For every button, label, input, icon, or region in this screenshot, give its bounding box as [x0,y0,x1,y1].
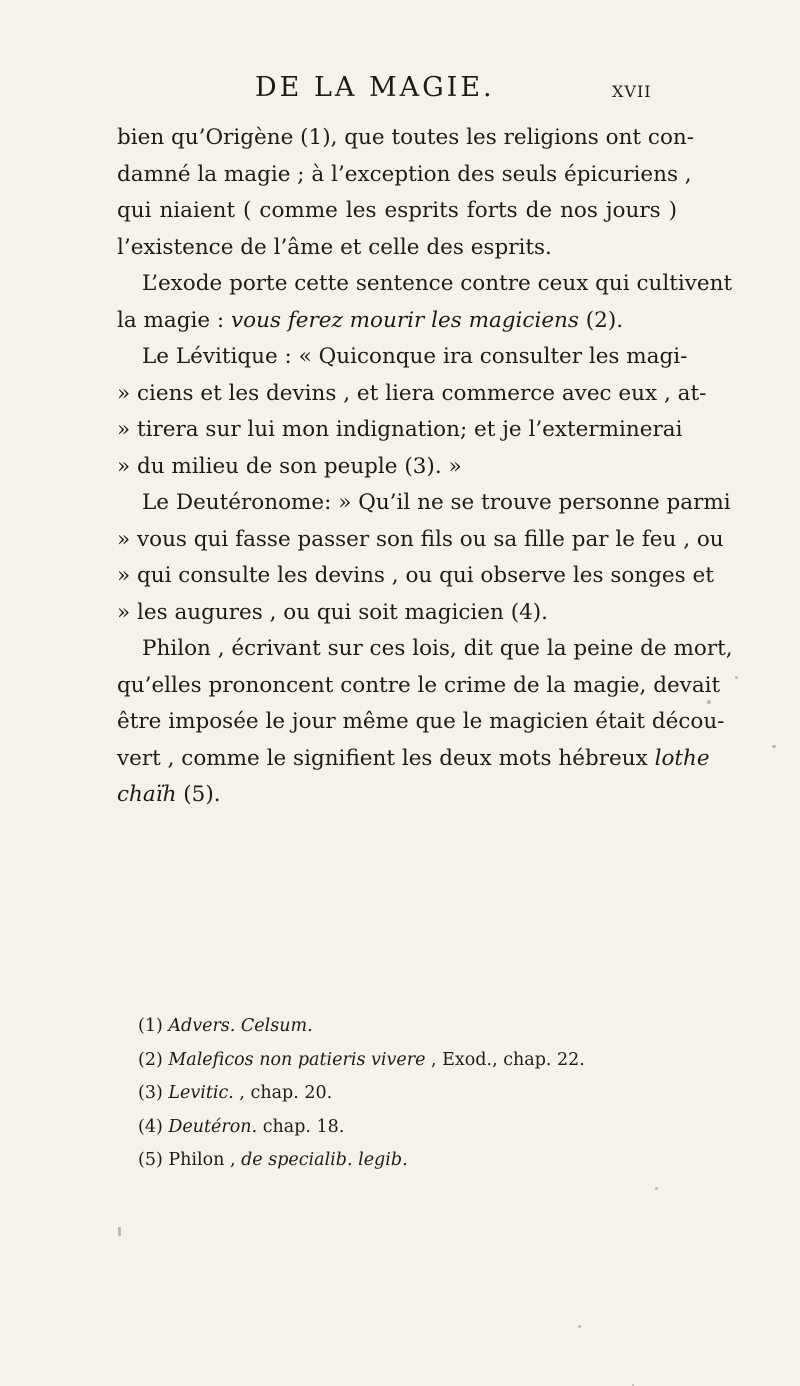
running-title: DE LA MAGIE. [255,72,495,103]
text-line: bien qu’Origène (1), que toutes les religions ont con- [117,125,694,150]
footnote-mark: (2) [138,1049,169,1070]
paragraph-4 [117,485,731,631]
footnote-mark: (5) Philon , [138,1150,242,1170]
footnote-text: chap. 18. [257,1116,345,1137]
footnote-mark: (3) [138,1083,169,1103]
text-run: (5). [176,782,221,807]
footnote-italic: de specialib. legib. [241,1150,408,1170]
footnote-mark: (4) [138,1116,169,1137]
body-text [117,120,733,814]
footnote-italic: Levitic. [168,1083,234,1103]
paragraph-5 [117,631,733,814]
text-line: L’exode porte cette sentence contre ceux qui cultivent [142,271,733,296]
text-line: qu’elles prononcent contre le crime de la magie, devait [117,672,721,698]
text-line: » du milieu de son peuple (3). » [117,453,462,479]
footnote-5 [138,1144,678,1178]
text-line: » qui consulte les devins , ou qui observe les songes et [117,563,714,588]
footnotes [138,1010,678,1178]
footnote-2 [138,1044,678,1078]
italic-run: chaïh [117,782,177,807]
italic-run: lothe [654,745,710,771]
paragraph-2 [117,266,733,339]
text-line: l’existence de l’âme et celle des esprits. [117,234,552,260]
paper-speck [578,1325,581,1328]
italic-run: vous ferez mourir les magiciens [231,307,579,333]
text-run: vert , comme le signifient les deux mots hébreux [117,745,655,771]
footnote-text: , Exod., chap. 22. [425,1049,585,1070]
paper-speck [772,745,776,748]
text-line [117,303,677,340]
text-line: être imposée le jour même que le magicien était décou- [117,709,725,734]
paper-speck [735,676,738,679]
footnote-mark: (1) [138,1016,169,1036]
text-line: » tirera sur lui mon indignation; et je l’exterminerai [117,417,683,442]
paragraph-3 [117,339,707,485]
text-line: Le Deutéronome: » Qu’il ne se trouve personne parmi [142,490,731,515]
text-line: » vous qui fasse passer son fils ou sa fille par le feu , ou [117,526,724,552]
footnote-text: , chap. 20. [233,1083,333,1103]
text-line: damné la magie ; à l’exception des seuls épicuriens , [117,161,692,187]
paper-speck [707,700,711,704]
text-line: » les augures , ou qui soit magicien (4). [117,599,548,625]
paper-speck [118,1227,121,1236]
footnote-italic: Maleficos non patieris vivere [168,1049,426,1070]
paragraph-1 [117,120,694,266]
text-line: Philon , écrivant sur ces lois, dit que la peine de mort, [142,636,733,661]
text-line: Le Lévitique : « Quiconque ira consulter les magi- [142,344,688,369]
text-line: » ciens et les devins , et liera commerce avec eux , at- [117,380,707,406]
footnote-italic: Deutéron. [168,1116,258,1137]
page-number: XVII [612,82,652,101]
running-head [0,72,800,112]
text-run: (2). [578,307,624,333]
text-line [117,777,677,814]
text-run: la magie : [117,307,232,333]
footnote-3 [138,1077,678,1111]
paper-speck [655,1187,658,1190]
text-line: qui niaient ( comme les esprits forts de nos jours ) [117,198,677,223]
footnote-italic: Advers. Celsum. [168,1016,313,1036]
text-line [117,741,710,778]
footnote-4 [138,1111,678,1145]
footnote-1 [138,1010,678,1044]
